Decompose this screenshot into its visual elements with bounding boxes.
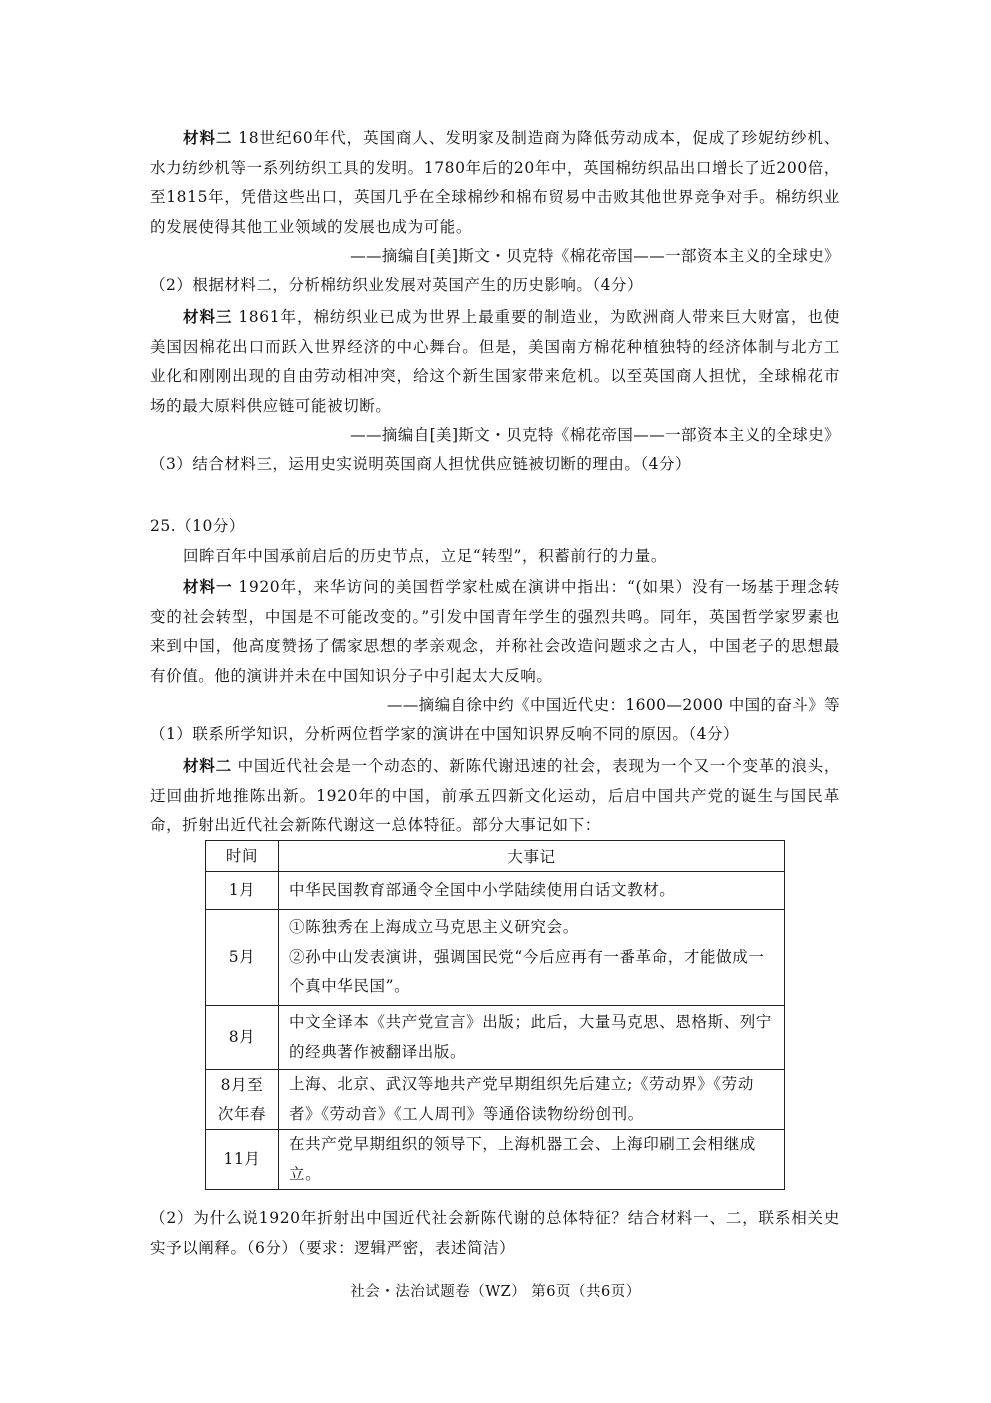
table-row <box>206 1130 785 1190</box>
header-events: 大事记 <box>279 841 785 872</box>
row-events <box>279 910 785 1006</box>
material-label: 材料三 <box>183 308 233 326</box>
material-label: 材料一 <box>183 578 233 596</box>
event-line: ②孙中山发表演讲，强调国民党“今后应再有一番革命，才能做成一个真中华民国”。 <box>289 947 765 996</box>
question-24-2: （2）根据材料二，分析棉纺织业发展对英国产生的历史影响。（4分） <box>150 276 643 294</box>
material2-source: ——摘编自[美]斯文・贝克特《棉花帝国——一部资本主义的全球史》 <box>350 247 840 265</box>
row-events <box>279 1006 785 1070</box>
q25-material1-source: ——摘编自徐中约《中国近代史：1600—2000 中国的奋斗》等 <box>386 696 840 714</box>
row-time: 8月 <box>206 1006 279 1070</box>
event-line: ①陈独秀在上海成立马克思主义研究会。 <box>289 918 579 937</box>
material-label: 材料二 <box>183 757 232 775</box>
row-events <box>279 1070 785 1130</box>
row-time: 11月 <box>206 1130 279 1190</box>
material-text: 中国近代社会是一个动态的、新陈代谢迅速的社会，表现为一个又一个变革的浪头，迂回曲折地推陈出新。1920年的中国，前承五四新文化运动，后启中国共产党的诞生与国民革命，折射出近代社会新陈代谢这一总体特征。部分大事记如下： <box>150 757 840 834</box>
event-line: 上海、北京、武汉等地共产党早期组织先后建立;《劳动界》《劳动者》《劳动音》《工人周刊》等通俗读物纷纷创刊。 <box>289 1075 754 1123</box>
material-text: 1920年，来华访问的美国哲学家杜威在演讲中指出：“(如果）没有一场基于理念转变的社会转型，中国是不可能改变的。”引发中国青年学生的强烈共鸣。同年，英国哲学家罗素也来到中国，他高度赞扬了儒家思想的孝亲观念，并称社会改造问题求之古人，中国老子的思想最有价值。他的演讲并未在中国知识分子中引起太大反响。 <box>150 578 840 685</box>
material-text: 1861年，棉纺织业已成为世界上最重要的制造业，为欧洲商人带来巨大财富，也使美国因棉花出口而跃入世界经济的中心舞台。但是，美国南方棉花种植独特的经济体制与北方工业化和刚刚出现的自由劳动相冲突，给这个新生国家带来危机。以至英国商人担忧，全球棉花市场的最大原料供应链可能被切断。 <box>150 308 841 415</box>
material-label: 材料二 <box>183 129 233 147</box>
row-events <box>279 872 785 910</box>
header-time: 时间 <box>206 841 279 872</box>
question-25-2: （2）为什么说1920年折射出中国近代社会新陈代谢的总体特征？结合材料一、二，联系相关史实予以阐释。（6分）（要求：逻辑严密，表述简洁） <box>150 1209 840 1257</box>
row-time: 8月至次年春 <box>206 1070 279 1130</box>
page-footer: 社会・法治试题卷（WZ） 第6页（共6页） <box>350 1284 641 1300</box>
question-25-1: （1）联系所学知识，分析两位哲学家的演讲在中国知识界反响不同的原因。（4分） <box>150 725 739 743</box>
event-line: 中文全译本《共产党宣言》出版；此后，大量马克思、恩格斯、列宁的经典著作被翻译出版。 <box>289 1013 773 1061</box>
material3-paragraph <box>150 303 840 421</box>
material-text: 18世纪60年代，英国商人、发明家及制造商为降低劳动成本，促成了珍妮纺纱机、水力纺纱机等一系列纺织工具的发明。1780年后的20年中，英国棉纺织品出口增长了近200倍，至1815年，凭借这些出口，英国几乎在全球棉纱和棉布贸易中击败其他世界竞争对手。棉纺织业的发展使得其他工业领域的发展也成为可能。 <box>150 129 840 236</box>
table-row <box>206 910 785 1006</box>
row-time: 1月 <box>206 872 279 910</box>
events-table <box>205 840 785 1190</box>
material2-paragraph <box>150 124 840 242</box>
table-header-row <box>206 841 785 872</box>
question-25-intro: 回眸百年中国承前启后的历史节点，立足“转型”，积蓄前行的力量。 <box>183 547 667 565</box>
event-line: 中华民国教育部通令全国中小学陆续使用白话文教材。 <box>289 880 676 899</box>
q25-material2-paragraph <box>150 752 840 841</box>
row-events <box>279 1130 785 1190</box>
table-row <box>206 1006 785 1070</box>
question-24-3: （3）结合材料三，运用史实说明英国商人担忧供应链被切断的理由。（4分） <box>150 455 691 473</box>
row-time: 5月 <box>206 910 279 1006</box>
q25-material1-paragraph <box>150 573 840 691</box>
table-row <box>206 872 785 910</box>
material3-source: ——摘编自[美]斯文・贝克特《棉花帝国——一部资本主义的全球史》 <box>350 426 840 444</box>
event-line: 在共产党早期组织的领导下，上海机器工会、上海印刷工会相继成立。 <box>289 1135 756 1183</box>
question-25-header: 25.（10分） <box>150 517 245 535</box>
table-row <box>206 1070 785 1130</box>
